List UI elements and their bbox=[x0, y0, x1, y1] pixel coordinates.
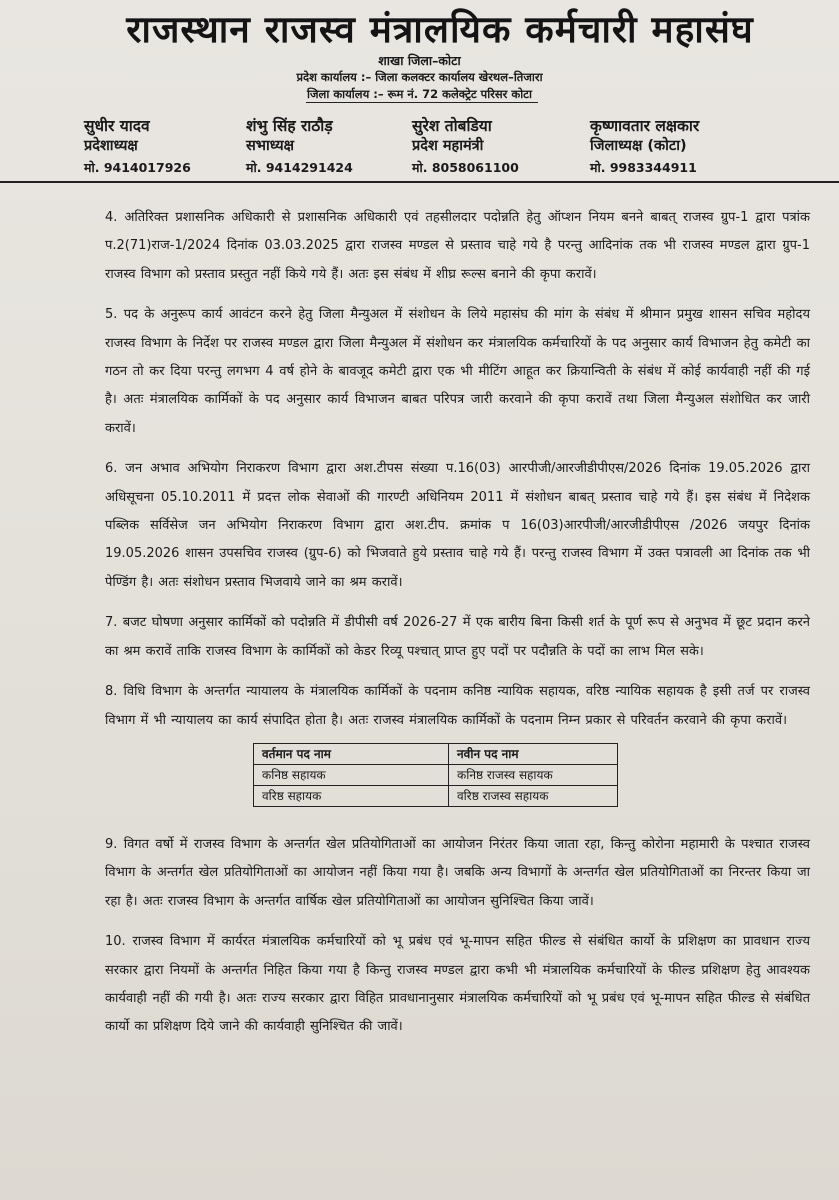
letter-body bbox=[105, 204, 810, 1054]
table-header-new: नवीन पद नाम bbox=[449, 743, 618, 764]
point-6: 6. जन अभाव अभियोग निराकरण विभाग द्वारा अश.टीपस संख्या प.16(03) आरपीजी/आरजीडीपीएस/2026 दिनांक 19.05.2026 द्वारा अधिसूचना 05.10.2011 में प्रदत्त लोक सेवाओं की गारण्टी अधिनियम 2011 में संशोधन बाबत् प्रस्ताव चाहे गये हैं। इस संबंध में निदेशक पब्लिक सर्विसेज जन अभियोग निराकरण विभाग द्वारा अश.टीप. क्रमांक प 16(03)आरपीजी/आरजीडीपीएस /2026 जयपुर दिनांक 19.05.2026 शासन उपसचिव राजस्व (ग्रुप-6) को भिजवाते हुये प्रस्ताव चाहे गये हैं। परन्तु राजस्व विभाग में उक्त पत्रावली आ दिनांक तक भी पेण्डिंग है। अतः संशोधन प्रस्ताव भिजवाये जाने का श्रम करावें। bbox=[105, 461, 810, 590]
organization-name: राजस्थान राजस्व मंत्रालयिक कर्मचारी महासंघ bbox=[126, 8, 754, 51]
address-underline bbox=[306, 102, 538, 103]
officer-name: सुधीर यादव bbox=[84, 117, 150, 135]
designation-table bbox=[253, 743, 618, 807]
table-cell: वरिष्ठ सहायक bbox=[254, 785, 449, 806]
officer-block-general-secretary bbox=[412, 116, 519, 178]
officer-phone: मो. 9983344911 bbox=[590, 160, 697, 175]
officer-block-chairman bbox=[246, 116, 353, 178]
branch-line: शाखा जिला–कोटा bbox=[378, 53, 461, 68]
state-office-address: प्रदेश कार्यालय :– जिला कलक्टर कार्यालय खेरथल–तिजारा bbox=[296, 70, 543, 84]
officer-phone: मो. 9414017926 bbox=[84, 160, 191, 175]
table-cell: कनिष्ठ राजस्व सहायक bbox=[449, 764, 618, 785]
officer-block-district-president bbox=[590, 116, 699, 178]
point-7: 7. बजट घोषणा अनुसार कार्मिकों को पदोन्नति में डीपीसी वर्ष 2026-27 में एक बारीय बिना किसी शर्त के पूर्ण रूप से अनुभव में छूट प्रदान करने का श्रम करावें ताकि राजस्व विभाग के कार्मिकों को केडर रिव्यू पश्चात् प्राप्त हुए पदों पर पदौन्नति के पदों का लाभ मिल सके। bbox=[105, 615, 810, 659]
officer-name: सुरेश तोबडिया bbox=[412, 117, 492, 135]
officer-post: प्रदेशाध्यक्ष bbox=[84, 138, 138, 154]
officer-post: प्रदेश महामंत्री bbox=[412, 138, 484, 154]
table-header-current: वर्तमान पद नाम bbox=[254, 743, 449, 764]
table-row bbox=[254, 785, 618, 806]
header-divider bbox=[0, 181, 839, 183]
point-8: 8. विधि विभाग के अन्तर्गत न्यायालय के मंत्रालयिक कार्मिकों के पदनाम कनिष्ठ न्यायिक सहायक, वरिष्ठ न्यायिक सहायक है इसी तर्ज पर राजस्व विभाग में भी न्यायालय का कार्य संपादित होता है। अतः राजस्व मंत्रालयिक कार्मिकों के पदनाम निम्न प्रकार से परिवर्तन करवाने की कृपा करावें। bbox=[105, 684, 810, 728]
officer-name: शंभु सिंह राठौड़ bbox=[246, 117, 333, 135]
table-cell: कनिष्ठ सहायक bbox=[254, 764, 449, 785]
district-office-address: जिला कार्यालय :– रूम नं. 72 कलेक्ट्रेट परिसर कोटा bbox=[307, 87, 532, 101]
officer-block-state-president bbox=[84, 116, 191, 178]
point-5: 5. पद के अनुरूप कार्य आवंटन करने हेतु जिला मैन्युअल में संशोधन के लिये महासंघ की मांग के संबंध में श्रीमान प्रमुख शासन सचिव महोदय राजस्व विभाग के निर्देश पर राजस्व मण्डल द्वारा जिला मैन्युअल में संशोधन कर मंत्रालयिक कर्मचारियों के पद अनुसार कार्य विभाजन हेतु कमेटी का गठन तो कर दिया परन्तु लगभग 4 वर्ष होने के बावजूद कमेटी द्वारा एक भी मीटिंग आहूत कर क्रियान्विती के संबंध में कोई कार्यवाही नहीं की गई है। अतः मंत्रालयिक कार्मिकों के पद अनुसार कार्य विभाजन बाबत परिपत्र जारी करवाने की कृपा करावें तथा जिला मैन्युअल संशोधित कर जारी करावें। bbox=[105, 307, 810, 436]
table-cell: वरिष्ठ राजस्व सहायक bbox=[449, 785, 618, 806]
officer-post: जिलाध्यक्ष (कोटा) bbox=[590, 138, 687, 154]
point-9: 9. विगत वर्षो में राजस्व विभाग के अन्तर्गत खेल प्रतियोगिताओं का आयोजन निरंतर किया जाता रहा, किन्तु कोरोना महामारी के पश्चात राजस्व विभाग के अन्तर्गत खेल प्रतियोगिताओं का आयोजन नहीं किया गया है। जबकि अन्य विभागों के अन्तर्गत खेल प्रतियोगिताओं का निरन्तर किया जा रहा है। अतः राजस्व विभाग के अन्तर्गत वार्षिक खेल प्रतियोगिताओं का आयोजन सुनिश्चित किया जावें। bbox=[105, 836, 810, 909]
table-row bbox=[254, 764, 618, 785]
officer-phone: मो. 9414291424 bbox=[246, 160, 353, 175]
point-10: 10. राजस्व विभाग में कार्यरत मंत्रालयिक कर्मचारियों को भू प्रबंध एवं भू-मापन सहित फील्ड से संबंधित कार्यो के प्रशिक्षण का प्रावधान राज्य सरकार द्वारा नियमों के अन्तर्गत निहित किया गया है किन्तु राजस्व मण्डल द्वारा कभी भी मंत्रालयिक कर्मचारियों के फील्ड प्रशिक्षण हेतु आवश्यक कार्यवाही नहीं की गयी है। अतः राज्य सरकार द्वारा विहित प्रावधानानुसार मंत्रालयिक कर्मचारियों को भू प्रबंध एवं भू-मापन सहित फील्ड से संबंधित कार्यो का प्रशिक्षण दिये जाने की कार्यवाही सुनिश्चित की जावें। bbox=[105, 934, 810, 1035]
point-4: 4. अतिरिक्त प्रशासनिक अधिकारी से प्रशासनिक अधिकारी एवं तहसीलदार पदोन्नति हेतु ऑप्शन नियम बनने बाबत् राजस्व ग्रुप-1 द्वारा पत्रांक प.2(71)राज-1/2024 दिनांक 03.03.2025 द्वारा राजस्व मण्डल से प्रस्ताव चाहे गये है परन्तु आदिनांक तक भी राजस्व मण्डल द्वारा ग्रुप-1 राजस्व विभाग को प्रस्ताव प्रस्तुत नहीं किये गये हैं। अतः इस संबंध में शीघ्र रूल्स बनाने की कृपा करावें। bbox=[105, 210, 810, 282]
officer-post: सभाध्यक्ष bbox=[246, 138, 295, 154]
officer-phone: मो. 8058061100 bbox=[412, 160, 519, 175]
officer-name: कृष्णावतार लक्षकार bbox=[590, 117, 700, 135]
table-header-row bbox=[254, 743, 618, 764]
